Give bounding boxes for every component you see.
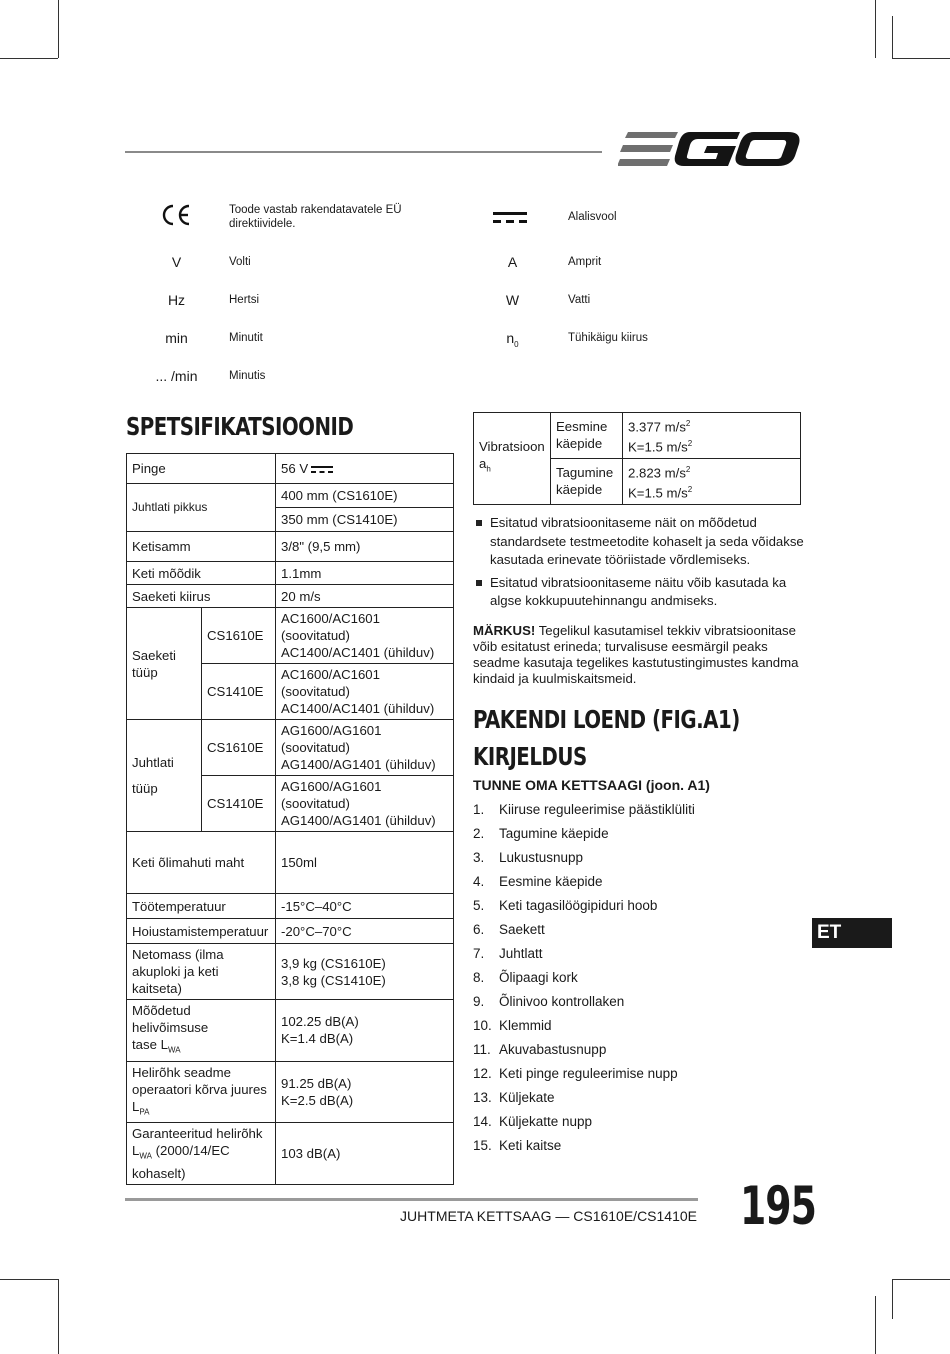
- model-label: CS1610E: [202, 608, 276, 664]
- spec-label: Pinge: [127, 454, 276, 484]
- spec-value: 350 mm (CS1410E): [276, 508, 454, 532]
- note-label: MÄRKUS!: [473, 623, 536, 638]
- spec-value: -15°C–40°C: [276, 894, 454, 919]
- list-item: 4. Eesmine käepide: [473, 874, 603, 889]
- spec-value: AC1600/AC1601 (soovitatud) AC1400/AC1401 (ühilduv): [276, 664, 454, 720]
- symbol-desc: Tühikäigu kiirus: [568, 332, 648, 344]
- spec-label: Keti mõõdik: [127, 562, 276, 585]
- spec-value: 102.25 dB(A) K=1.4 dB(A): [276, 1000, 454, 1062]
- symbol-desc: Hertsi: [229, 294, 260, 306]
- page-number: 195: [740, 1175, 816, 1237]
- subheading: TUNNE OMA KETTSAAGI (joon. A1): [473, 777, 710, 793]
- dc-current-icon: [493, 211, 527, 225]
- symbol: Hz: [167, 292, 186, 308]
- spec-value: 56 V: [276, 454, 454, 484]
- symbol: min: [165, 330, 188, 346]
- vibration-value: 3.377 $m/s^2$ K=1.5 $m/s^2$: [623, 413, 801, 459]
- vibration-notes: [474, 514, 804, 615]
- spec-label: Juhtlati pikkus: [127, 484, 276, 532]
- list-item: 12. Keti pinge reguleerimise nupp: [473, 1066, 678, 1081]
- spec-value: 400 mm (CS1610E): [276, 484, 454, 508]
- symbol-desc: Vatti: [568, 294, 591, 306]
- spec-label: Hoiustamistemperatuur: [127, 919, 276, 944]
- crop-mark: [875, 0, 876, 58]
- symbol-desc: Toode vastab rakendatavatele EÜ direktiividele.: [229, 204, 402, 230]
- list-item: 2. Tagumine käepide: [473, 826, 609, 841]
- spec-value: 20 m/s: [276, 585, 454, 608]
- section-title-spec: SPETSIFIKATSIOONID: [126, 413, 354, 442]
- symbol-desc: Volti: [229, 256, 251, 268]
- spec-label: Saeketi tüüp: [127, 608, 202, 720]
- ego-logo: [618, 128, 800, 172]
- vibration-label: Vibratsioon $a_h$: [474, 413, 551, 505]
- header-rule: [125, 151, 602, 153]
- list-item: 9. Õlinivoo kontrollaken: [473, 994, 625, 1009]
- spec-value: 1.1mm: [276, 562, 454, 585]
- crop-mark: [58, 1279, 59, 1354]
- section-title-package: PAKENDI LOEND (FIG.A1): [473, 706, 740, 735]
- spec-label: Ketisamm: [127, 532, 276, 562]
- symbol: ... /min: [155, 368, 198, 384]
- crop-mark: [892, 1279, 893, 1319]
- list-item: 8. Õlipaagi kork: [473, 970, 578, 985]
- dc-current-icon: [311, 465, 333, 475]
- list-item: 7. Juhtlatt: [473, 946, 543, 961]
- spec-label: Juhtlati tüüp: [127, 720, 202, 832]
- symbol-desc: Alalisvool: [568, 211, 617, 223]
- spec-value: 3/8" (9,5 mm): [276, 532, 454, 562]
- list-item: 15. Keti kaitse: [473, 1138, 562, 1153]
- language-tab: ET: [812, 918, 892, 948]
- note-paragraph: MÄRKUS! Tegelikul kasutamisel tekkiv vibratsioonitase võib esitatust erineda; turvalisuse eesmärgil peaks seadme kasutaja tegelikes kastutustingimustes kandma kindaid ja kuulmiskaitsmeid.: [473, 623, 799, 686]
- crop-mark: [892, 1279, 950, 1280]
- list-item: Esitatud vibratsioonitaseme näit on mõõdetud standardsete testmeetodite kohaselt ja seda võidakse kasutada erinevate tööriistade võrdlemiseks.: [474, 514, 804, 570]
- list-item: 11. Akuvabastusnupp: [473, 1042, 607, 1057]
- crop-mark: [875, 1296, 876, 1354]
- list-item: 14. Küljekatte nupp: [473, 1114, 593, 1129]
- spec-value: 3,9 kg (CS1610E) 3,8 kg (CS1410E): [276, 944, 454, 1000]
- handle-label: Tagumine käepide: [551, 458, 623, 504]
- footer-rule: [125, 1198, 698, 1201]
- list-item: 3. Lukustusnupp: [473, 850, 584, 865]
- symbol-desc: Amprit: [568, 256, 602, 268]
- crop-mark: [0, 1279, 58, 1280]
- ce-mark-icon: [160, 203, 192, 227]
- footer-title: JUHTMETA KETTSAAG — CS1610E/CS1410E: [400, 1208, 697, 1224]
- symbol: A: [507, 254, 518, 270]
- spec-label: Garanteeritud helirõhk $L_{WA}$ (2000/14/EC kohaselt): [127, 1123, 276, 1185]
- spec-value: 103 dB(A): [276, 1123, 454, 1185]
- list-item: 13. Küljekate: [473, 1090, 555, 1105]
- vibration-table: [473, 412, 801, 505]
- spec-label: Töötemperatuur: [127, 894, 276, 919]
- spec-label: Helirõhk seadme operaatori kõrva juures $L_{PA}$: [127, 1061, 276, 1123]
- model-label: CS1410E: [202, 776, 276, 832]
- list-item: 6. Saekett: [473, 922, 545, 937]
- crop-mark: [0, 58, 58, 59]
- spec-table: [126, 453, 454, 1185]
- spec-value: 150ml: [276, 832, 454, 894]
- spec-value: 91.25 dB(A) K=2.5 dB(A): [276, 1061, 454, 1123]
- list-item: 1. Kiiruse reguleerimise päästiklüliti: [473, 802, 695, 817]
- spec-value: AG1600/AG1601 (soovitatud) AG1400/AG1401 (ühilduv): [276, 720, 454, 776]
- list-item: Esitatud vibratsioonitaseme näitu võib kasutada ka algse kokkupuutehinnangu andmiseks.: [474, 574, 804, 611]
- spec-label: Keti õlimahuti maht: [127, 832, 276, 894]
- spec-value: -20°C–70°C: [276, 919, 454, 944]
- handle-label: Eesmine käepide: [551, 413, 623, 459]
- model-label: CS1410E: [202, 664, 276, 720]
- crop-mark: [58, 0, 59, 58]
- list-item: 5. Keti tagasilöögipiduri hoob: [473, 898, 658, 913]
- list-item: 10. Klemmid: [473, 1018, 552, 1033]
- symbol: $n_0$: [506, 330, 519, 349]
- model-label: CS1610E: [202, 720, 276, 776]
- symbol-desc: Minutit: [229, 332, 263, 344]
- parts-list: [473, 800, 695, 1160]
- crop-mark: [892, 16, 893, 58]
- spec-value: AG1600/AG1601 (soovitatud) AG1400/AG1401 (ühilduv): [276, 776, 454, 832]
- crop-mark: [892, 58, 950, 59]
- spec-label: Saeketi kiirus: [127, 585, 276, 608]
- spec-label: Netomass (ilma akuploki ja keti kaitseta): [127, 944, 276, 1000]
- symbol: V: [171, 254, 182, 270]
- symbol: W: [505, 292, 520, 308]
- section-title-description: KIRJELDUS: [473, 743, 587, 772]
- spec-label: Mõõdetud helivõimsuse tase $L_{WA}$: [127, 1000, 276, 1062]
- symbol-desc: Minutis: [229, 370, 266, 382]
- vibration-value: 2.823 $m/s^2$ K=1.5 $m/s^2$: [623, 458, 801, 504]
- spec-value: AC1600/AC1601 (soovitatud) AC1400/AC1401 (ühilduv): [276, 608, 454, 664]
